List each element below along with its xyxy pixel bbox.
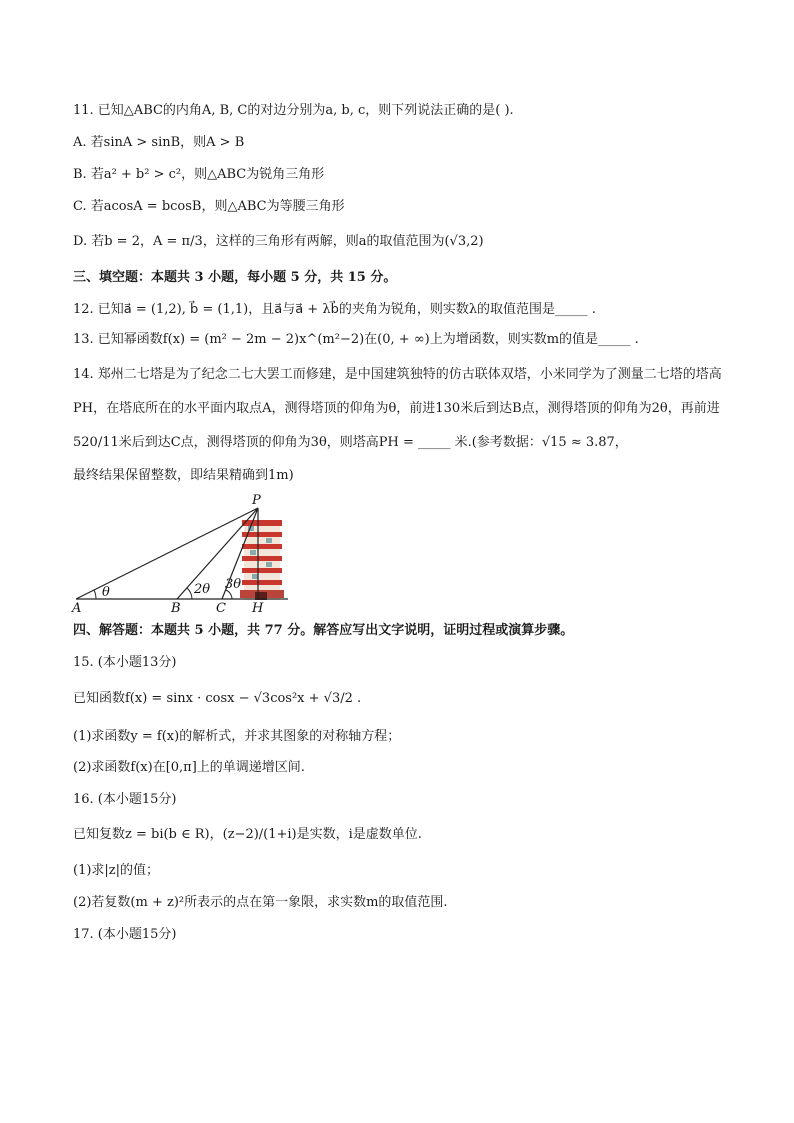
q17-title: 17. (本小题15分)	[73, 927, 177, 942]
q11-stem: 11. 已知△ABC的内角A, B, C的对边分别为a, b, c，则下列说法正确的是( ).	[73, 103, 514, 118]
q11-option-a: A. 若sinA > sinB，则A > B	[73, 135, 245, 150]
label-three-theta: 3θ	[225, 577, 242, 592]
tower-diagram	[70, 492, 310, 614]
q13-text: 13. 已知幂函数f(x) = (m² − 2m − 2)x^(m²−2)在(0, + ∞)上为增函数，则实数m的值是_____ .	[73, 332, 639, 347]
q11-option-d: D. 若b = 2，A = π/3，这样的三角形有两解，则a的取值范围为(√3,2)	[73, 234, 484, 249]
q15-title: 15. (本小题13分)	[73, 655, 177, 670]
q12-text: 12. 已知a⃗ = (1,2), b⃗ = (1,1)，且a⃗与a⃗ + λb⃗的夹角为锐角，则实数λ的取值范围是_____ .	[73, 302, 596, 317]
angle-arc-b	[187, 588, 192, 599]
tower-image	[240, 520, 284, 600]
section3-heading: 三、填空题：本题共 3 小题，每小题 5 分，共 15 分。	[73, 270, 397, 285]
tower-diagram-svg	[70, 492, 310, 614]
angle-arc-a	[94, 590, 96, 599]
label-c: C	[216, 601, 226, 614]
q14-text: 14. 郑州二七塔是为了纪念二七大罢工而修建，是中国建筑独特的仿古联体双塔，小米同学为了测量二七塔的塔高PH，在塔底所在的水平面内取点A，测得塔顶的仰角为θ，前进130米后到达B点，测得塔顶的仰角为2θ，再前进520/11米后到达C点，测得塔顶的仰角为3θ，则塔高PH = _____ 米.(参考数据：√15 ≈ 3.87，	[73, 367, 722, 450]
q15-stem: 已知函数f(x) = sinx · cosx − √3cos²x + √3/2 .	[73, 691, 362, 706]
q15-part1: (1)求函数y = f(x)的解析式，并求其图象的对称轴方程；	[73, 729, 401, 744]
q14-text-end: 最终结果保留整数，即结果精确到1m)	[73, 468, 294, 483]
label-a: A	[72, 601, 82, 614]
q15-part2: (2)求函数f(x)在[0,π]上的单调递增区间.	[73, 760, 305, 775]
q11-option-b: B. 若a² + b² > c²，则△ABC为锐角三角形	[73, 167, 325, 182]
q16-title: 16. (本小题15分)	[73, 792, 177, 807]
label-b: B	[171, 601, 181, 614]
section4-heading: 四、解答题：本题共 5 小题，共 77 分。解答应写出文字说明，证明过程或演算步骤。	[73, 623, 574, 638]
q16-part2: (2)若复数(m + z)²所表示的点在第一象限，求实数m的取值范围.	[73, 895, 448, 910]
q16-part1: (1)求|z|的值；	[73, 863, 160, 878]
q16-stem: 已知复数z = bi(b ∈ R)，(z−2)/(1+i)是实数，i是虚数单位.	[73, 827, 422, 842]
label-theta: θ	[102, 585, 110, 600]
q11-option-c: C. 若acosA = bcosB，则△ABC为等腰三角形	[73, 199, 345, 214]
label-two-theta: 2θ	[194, 582, 211, 597]
label-p: P	[252, 493, 261, 508]
label-h: H	[252, 601, 264, 614]
